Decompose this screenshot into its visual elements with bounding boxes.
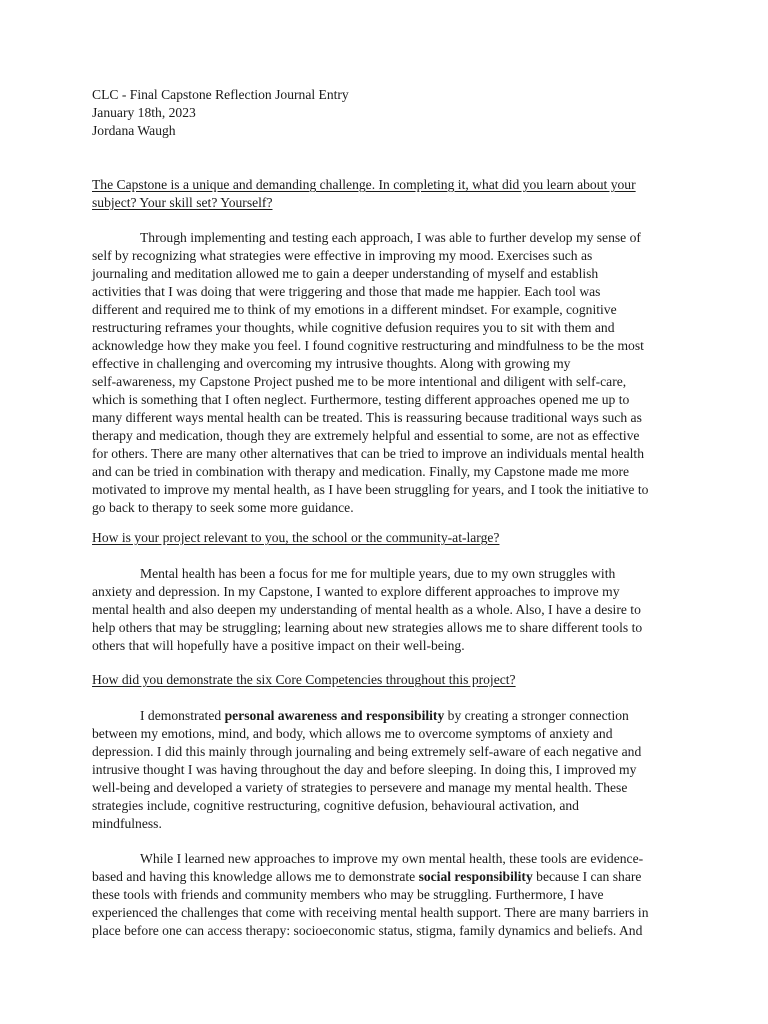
- paragraph-line: help others that may be struggling; learning about new strategies allows me to share different tools to: [92, 620, 643, 635]
- paragraph-line: self by recognizing what strategies were effective in improving my mood. Exercises such as: [92, 248, 593, 263]
- text-span: because I can share: [532, 869, 642, 884]
- paragraph-line: others that will hopefully have a positive impact on their well-being.: [92, 638, 465, 653]
- paragraph-line: effective in challenging and overcoming my intrusive thoughts. Along with growing my: [92, 356, 571, 371]
- paragraph-line: well-being and developed a variety of strategies to persevere and manage my mental health. These: [92, 780, 628, 795]
- paragraph-line: go back to therapy to seek some more guidance.: [92, 500, 354, 515]
- paragraph-line: motivated to improve my mental health, as I have been struggling for years, and I took the initiative to: [92, 482, 649, 497]
- question-heading: How did you demonstrate the six Core Competencies throughout this project?: [92, 672, 516, 687]
- paragraph-line: strategies include, cognitive restructuring, cognitive defusion, behavioural activation, and: [92, 798, 579, 813]
- paragraph-line: different and required me to think of my emotions in a different mindset. For example, cognitive: [92, 302, 617, 317]
- paragraph-line: many different ways mental health can be treated. This is reassuring because traditional ways such as: [92, 410, 642, 425]
- question-heading: How is your project relevant to you, the school or the community-at-large?: [92, 530, 500, 545]
- paragraph-line: activities that I was doing that were triggering and those that made me happier. Each tool was: [92, 284, 601, 299]
- paragraph-line: [140, 707, 629, 725]
- document-date: January 18th, 2023: [92, 105, 196, 120]
- paragraph-line: place before one can access therapy: socioeconomic status, stigma, family dynamics and beliefs. And: [92, 923, 643, 938]
- document-author: Jordana Waugh: [92, 123, 176, 138]
- question-heading: subject? Your skill set? Yourself?: [92, 195, 273, 210]
- paragraph-line: between my emotions, mind, and body, which allows me to overcome symptoms of anxiety and: [92, 726, 613, 741]
- paragraph-line: these tools with friends and community members who may be struggling. Furthermore, I have: [92, 887, 604, 902]
- paragraph-line: While I learned new approaches to improve my own mental health, these tools are evidence-: [140, 851, 644, 866]
- paragraph-line: experienced the challenges that come with receiving mental health support. There are many barriers in: [92, 905, 649, 920]
- paragraph-line: [92, 868, 641, 886]
- question-heading: The Capstone is a unique and demanding challenge. In completing it, what did you learn about your: [92, 177, 636, 192]
- paragraph-line: journaling and meditation allowed me to gain a deeper understanding of myself and establish: [92, 266, 599, 281]
- paragraph-line: mental health and also deepen my understanding of mental health as a whole. Also, I have a desire to: [92, 602, 641, 617]
- paragraph-line: anxiety and depression. In my Capstone, I wanted to explore different approaches to improve my: [92, 584, 620, 599]
- paragraph-line: intrusive thought I was having throughout the day and before sleeping. In doing this, I improved my: [92, 762, 637, 777]
- bold-term: personal awareness and responsibility: [224, 708, 445, 723]
- paragraph-line: acknowledge how they make you feel. I found cognitive restructuring and mindfulness to be the most: [92, 338, 644, 353]
- text-span: based and having this knowledge allows me to demonstrate: [92, 869, 419, 884]
- paragraph-line: self-awareness, my Capstone Project pushed me to be more intentional and diligent with self-care,: [92, 374, 627, 389]
- document-title: CLC - Final Capstone Reflection Journal Entry: [92, 87, 349, 102]
- paragraph-line: therapy and medication, though they are extremely helpful and essential to some, are not as effective: [92, 428, 640, 443]
- text-span: I demonstrated: [140, 708, 225, 723]
- bold-term: social responsibility: [418, 869, 533, 884]
- paragraph-line: restructuring reframes your thoughts, while cognitive defusion requires you to sit with them and: [92, 320, 615, 335]
- paragraph-line: Mental health has been a focus for me for multiple years, due to my own struggles with: [140, 566, 616, 581]
- paragraph-line: and can be tried in combination with therapy and medication. Finally, my Capstone made me more: [92, 464, 630, 479]
- paragraph-line: mindfulness.: [92, 816, 162, 831]
- paragraph-line: for others. There are many other alternatives that can be tried to improve an individuals mental health: [92, 446, 644, 461]
- paragraph-line: depression. I did this mainly through journaling and being extremely self-aware of each negative and: [92, 744, 642, 759]
- text-span: by creating a stronger connection: [444, 708, 629, 723]
- paragraph-line: which is something that I often neglect. Furthermore, testing different approaches opened me up to: [92, 392, 630, 407]
- paragraph-line: Through implementing and testing each approach, I was able to further develop my sense of: [140, 230, 641, 245]
